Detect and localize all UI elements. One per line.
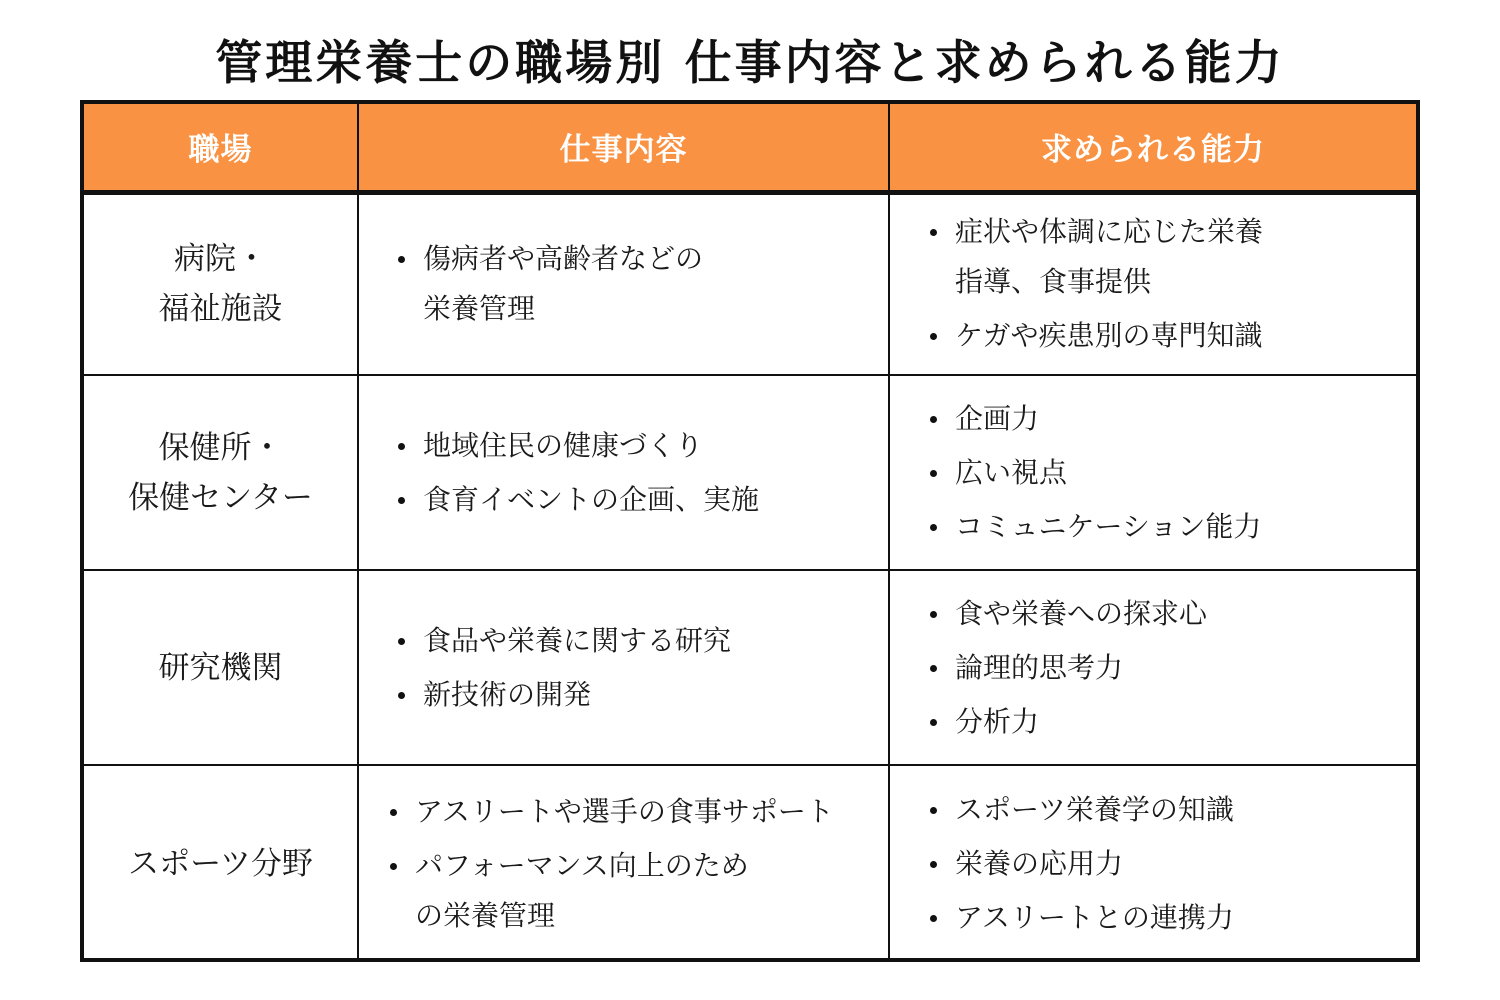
list-item: 食や栄養への探求心 <box>955 589 1416 639</box>
list-item: 栄養の応用力 <box>955 839 1416 889</box>
list-item: 食育イベントの企画、実施 <box>423 475 888 525</box>
work-cell <box>358 375 889 570</box>
header-workplace: 職場 <box>84 104 358 192</box>
workplace-cell <box>84 375 358 570</box>
workplace-label: 保健所・ <box>158 429 283 466</box>
list-item: 傷病者や高齢者などの 栄養管理 <box>423 234 888 334</box>
list-item: 広い視点 <box>955 448 1416 498</box>
skills-cell <box>889 375 1416 570</box>
list-item: スポーツ栄養学の知識 <box>955 785 1416 835</box>
list-item: アスリートや選手の食事サポート <box>415 787 888 837</box>
list-item: パフォーマンス向上のため の栄養管理 <box>415 841 888 941</box>
list-item: 食品や栄養に関する研究 <box>423 616 888 666</box>
table-row <box>84 765 1416 962</box>
list-item: コミュニケーション能力 <box>955 502 1416 552</box>
list-item: 症状や体調に応じた栄養 指導、食事提供 <box>955 207 1416 307</box>
work-cell <box>358 570 889 765</box>
table-row <box>84 375 1416 570</box>
list-item: 論理的思考力 <box>955 643 1416 693</box>
table-row <box>84 192 1416 375</box>
skills-cell <box>889 765 1416 962</box>
list-item: 分析力 <box>955 697 1416 747</box>
workplace-cell <box>84 570 358 765</box>
work-cell <box>358 192 889 375</box>
list-item: 企画力 <box>955 394 1416 444</box>
skills-cell <box>889 192 1416 375</box>
work-cell <box>358 765 889 962</box>
list-item: ケガや疾患別の専門知識 <box>955 311 1416 361</box>
workplace-label: 保健センター <box>128 479 313 516</box>
list-item: 地域住民の健康づくり <box>423 421 888 471</box>
header-work: 仕事内容 <box>358 104 889 192</box>
workplace-label: スポーツ分野 <box>128 846 313 882</box>
workplace-cell <box>84 192 358 375</box>
workplace-label: 研究機関 <box>158 649 283 686</box>
header-skills: 求められる能力 <box>889 104 1416 192</box>
skills-cell <box>889 570 1416 765</box>
page-title: 管理栄養士の職場別 仕事内容と求められる能力 <box>215 36 1285 91</box>
comparison-table <box>80 100 1420 962</box>
list-item: アスリートとの連携力 <box>955 893 1416 943</box>
workplace-cell <box>84 765 358 962</box>
workplace-label: 福祉施設 <box>158 291 283 328</box>
header-row <box>84 104 1416 192</box>
workplace-label: 病院・ <box>174 241 267 278</box>
table-row <box>84 570 1416 765</box>
list-item: 新技術の開発 <box>423 670 888 720</box>
